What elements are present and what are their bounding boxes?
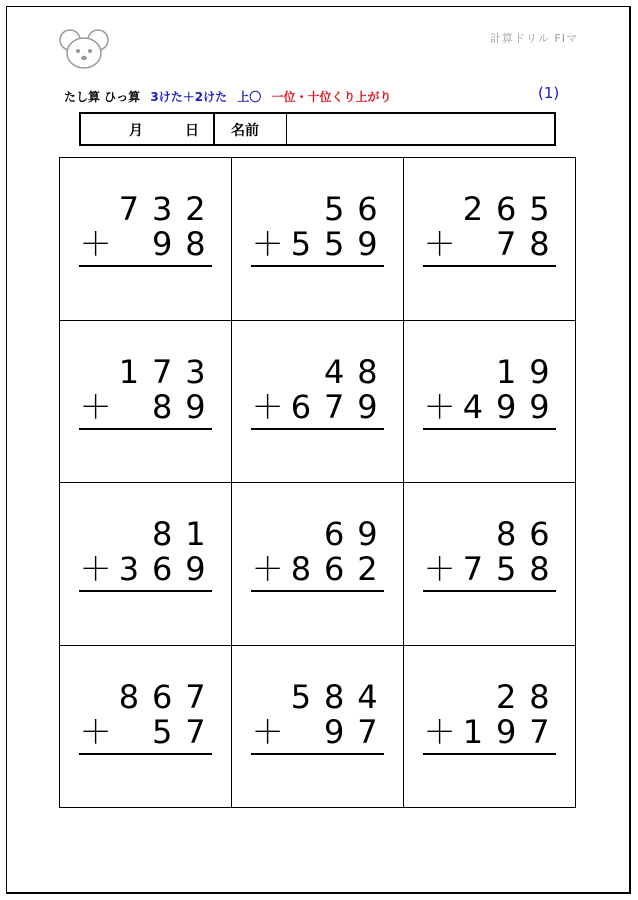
digit: [423, 679, 456, 715]
answer-rule: [423, 428, 556, 430]
digit: 8: [357, 352, 378, 391]
problem-cell[interactable]: [232, 646, 404, 809]
digit: 7: [185, 677, 206, 716]
digit: 7: [495, 225, 517, 263]
problem-cell[interactable]: [232, 321, 404, 484]
digit: 8: [118, 677, 140, 716]
title-part: 一位・十位くり上がり: [271, 90, 392, 104]
digit: 9: [151, 225, 173, 263]
digit: [423, 191, 456, 227]
problem-cell[interactable]: [404, 483, 576, 646]
addend-bottom-row: [423, 551, 556, 587]
addend-bottom-row: [251, 551, 384, 587]
answer-rule: [251, 590, 384, 592]
plus-sign: ＋: [251, 550, 284, 588]
name-label: 名前: [231, 123, 259, 139]
plus-sign: ＋: [423, 712, 456, 751]
plus-sign: ＋: [423, 225, 456, 263]
problem-grid: [59, 157, 576, 808]
problem-cell[interactable]: [60, 321, 232, 484]
digit: [284, 354, 317, 390]
plus-sign: ＋: [79, 712, 112, 751]
digit: 7: [529, 712, 550, 751]
digit: 6: [151, 677, 173, 716]
digit: [284, 191, 317, 227]
digit: 6: [323, 515, 345, 553]
digit: 2: [462, 190, 484, 228]
addend-bottom-row: [423, 226, 556, 262]
digit: 5: [529, 190, 550, 228]
digit: 8: [151, 515, 173, 553]
addend-bottom-row: [79, 714, 212, 750]
addend-bottom-row: [79, 389, 212, 425]
digit: 5: [323, 190, 345, 228]
digit: 7: [462, 550, 484, 588]
answer-rule: [251, 265, 384, 267]
plus-sign: ＋: [423, 550, 456, 588]
problem-cell[interactable]: [404, 321, 576, 484]
digit: 4: [323, 352, 345, 391]
problem-cell[interactable]: [404, 158, 576, 321]
digit: 9: [495, 712, 517, 751]
digit: 5: [290, 225, 312, 263]
digit: [112, 714, 145, 750]
answer-rule: [79, 753, 212, 755]
problem-cell[interactable]: [60, 483, 232, 646]
problem-cell[interactable]: [60, 158, 232, 321]
addend-top-row: [423, 354, 556, 390]
problem-cell[interactable]: [60, 646, 232, 809]
answer-rule: [79, 428, 212, 430]
answer-rule: [251, 753, 384, 755]
answer-rule: [79, 265, 212, 267]
answer-rule: [423, 753, 556, 755]
digit: [423, 354, 456, 390]
mouse-mascot-icon: [58, 28, 110, 70]
digit: 1: [495, 352, 517, 391]
digit: 9: [357, 387, 378, 426]
addend-top-row: [251, 679, 384, 715]
addend-top-row: [79, 191, 212, 227]
digit: [251, 516, 284, 552]
digit: 6: [323, 550, 345, 588]
digit: [423, 516, 456, 552]
digit: [79, 354, 112, 390]
digit: 5: [495, 550, 517, 588]
answer-rule: [251, 428, 384, 430]
addend-bottom-row: [251, 714, 384, 750]
digit: 4: [357, 677, 378, 716]
digit: 1: [118, 352, 140, 391]
digit: [456, 226, 489, 262]
digit: [251, 354, 284, 390]
digit: 8: [495, 515, 517, 553]
digit: 2: [357, 550, 378, 588]
digit: 8: [185, 225, 206, 263]
answer-rule: [423, 590, 556, 592]
digit: 9: [357, 515, 378, 553]
problem-cell[interactable]: [232, 483, 404, 646]
worksheet-title: [64, 88, 397, 105]
plus-sign: ＋: [251, 225, 284, 263]
digit: [112, 226, 145, 262]
digit: 3: [118, 550, 140, 588]
brand-label: 計算ドリル FIマ: [489, 32, 578, 45]
addend-bottom-row: [79, 551, 212, 587]
digit: 6: [495, 190, 517, 228]
date-field[interactable]: [81, 114, 215, 144]
plus-sign: ＋: [251, 712, 284, 751]
addend-bottom-row: [423, 389, 556, 425]
digit: [456, 354, 489, 390]
digit: 9: [495, 387, 517, 426]
digit: [284, 516, 317, 552]
digit: 3: [185, 352, 206, 391]
digit: 1: [462, 712, 484, 751]
addend-bottom-row: [423, 714, 556, 750]
digit: 6: [529, 515, 550, 553]
digit: [251, 679, 284, 715]
answer-rule: [79, 590, 212, 592]
addend-top-row: [423, 191, 556, 227]
digit: [79, 679, 112, 715]
digit: [251, 191, 284, 227]
digit: 8: [529, 225, 550, 263]
digit: 3: [151, 190, 173, 228]
digit: 9: [185, 387, 206, 426]
addend-top-row: [251, 354, 384, 390]
title-part: たし算 ひっ算: [64, 90, 141, 104]
title-part: 上〇: [237, 90, 262, 104]
digit: 9: [185, 550, 206, 588]
addend-bottom-row: [251, 389, 384, 425]
addend-top-row: [79, 354, 212, 390]
digit: 9: [529, 387, 550, 426]
plus-sign: ＋: [423, 387, 456, 426]
digit: 2: [495, 677, 517, 716]
plus-sign: ＋: [79, 387, 112, 426]
digit: 5: [151, 712, 173, 751]
addend-top-row: [423, 679, 556, 715]
digit: [79, 516, 112, 552]
digit: 8: [151, 387, 173, 426]
digit: 9: [529, 352, 550, 391]
digit: [284, 714, 317, 750]
answer-rule: [423, 265, 556, 267]
name-date-box: [79, 112, 556, 146]
plus-sign: ＋: [79, 550, 112, 588]
plus-sign: ＋: [79, 225, 112, 263]
digit: 6: [151, 550, 173, 588]
digit: [112, 389, 145, 425]
digit: 8: [290, 550, 312, 588]
sheet-number: (1): [538, 84, 560, 102]
digit: 7: [357, 712, 378, 751]
digit: 1: [185, 515, 206, 553]
addend-top-row: [79, 679, 212, 715]
digit: 8: [529, 550, 550, 588]
digit: 6: [357, 190, 378, 228]
addend-top-row: [251, 516, 384, 552]
digit: [79, 191, 112, 227]
name-label-cell: [215, 114, 287, 144]
digit: 7: [185, 712, 206, 751]
digit: 9: [323, 712, 345, 751]
addend-bottom-row: [79, 226, 212, 262]
addend-top-row: [423, 516, 556, 552]
problem-cell[interactable]: [404, 646, 576, 809]
digit: [112, 516, 145, 552]
problem-cell[interactable]: [232, 158, 404, 321]
digit: 8: [323, 677, 345, 716]
digit: 4: [462, 387, 484, 426]
digit: 2: [185, 190, 206, 228]
digit: 5: [323, 225, 345, 263]
month-label: 月: [129, 123, 143, 139]
addend-top-row: [251, 191, 384, 227]
digit: 6: [290, 387, 312, 426]
plus-sign: ＋: [251, 387, 284, 426]
name-field[interactable]: [287, 114, 554, 144]
digit: 7: [323, 387, 345, 426]
addend-bottom-row: [251, 226, 384, 262]
digit: 9: [357, 225, 378, 263]
digit: 8: [529, 677, 550, 716]
day-label: 日: [185, 123, 199, 139]
digit: 7: [118, 190, 140, 228]
digit: [456, 516, 489, 552]
digit: [456, 679, 489, 715]
digit: 7: [151, 352, 173, 391]
digit: 5: [290, 677, 312, 716]
addend-top-row: [79, 516, 212, 552]
title-part: 3けた＋2けた: [150, 90, 228, 104]
